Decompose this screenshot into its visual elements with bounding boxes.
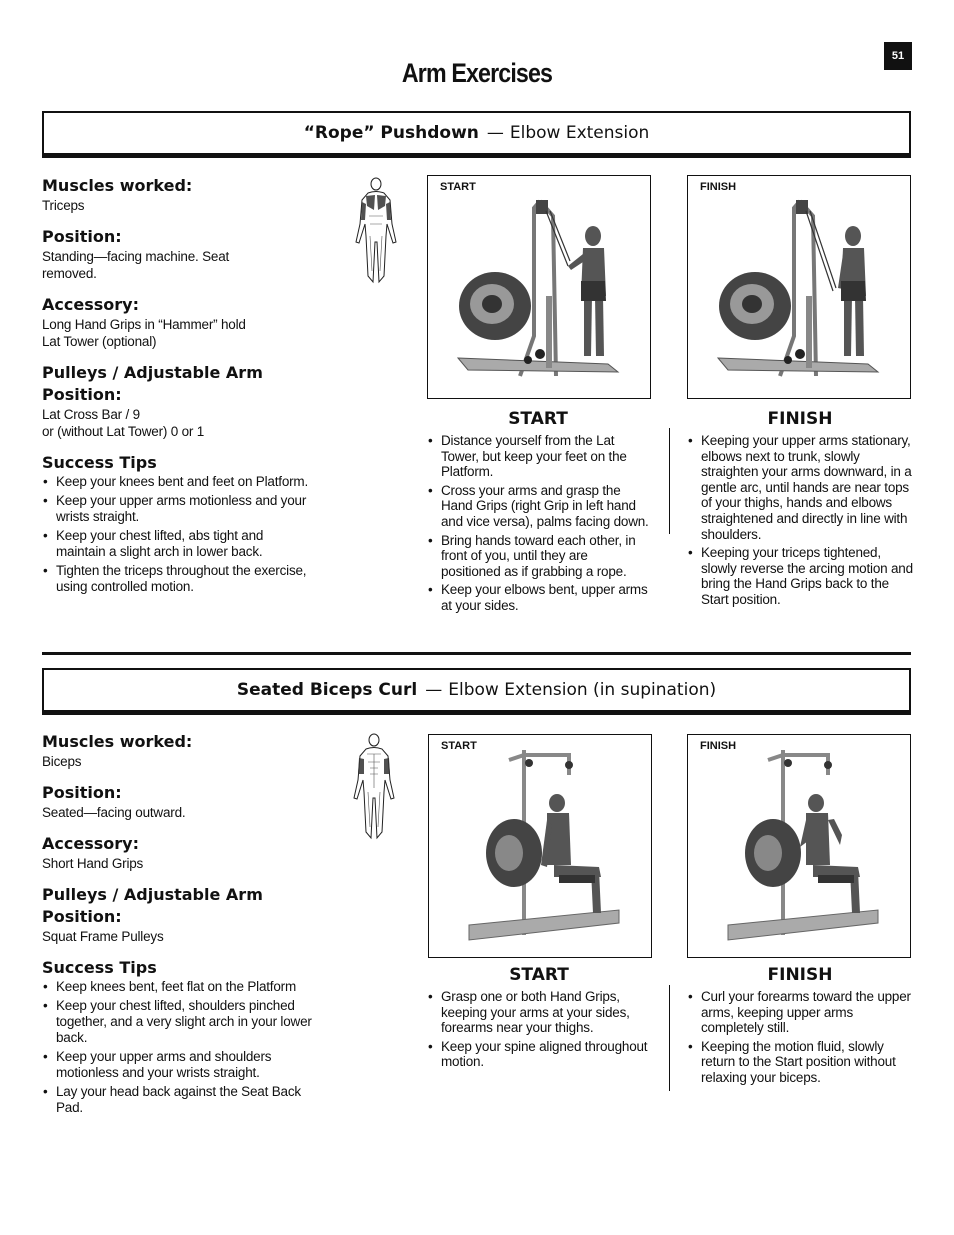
step-item: • Keeping your upper arms stationary, elbows next to trunk, slowly straighten your arms downward, in a gentle arc, until hands are near tops of your thighs, hands and elbows straightened and directly in line with shoulders. bbox=[687, 433, 913, 542]
header-dash: — bbox=[425, 680, 443, 700]
finish-heading: FINISH bbox=[767, 409, 833, 429]
success-tips-list bbox=[42, 474, 312, 595]
accessory-label: Accessory: bbox=[42, 295, 139, 314]
photo-tag: START bbox=[440, 181, 476, 193]
step-item: • Grasp one or both Hand Grips, keeping your arms at your sides, forearms near your thighs. bbox=[427, 989, 651, 1036]
exercise-header-rope-pushdown bbox=[42, 111, 911, 158]
photo-finish-rope-pushdown bbox=[687, 175, 911, 399]
machine-illustration-icon bbox=[688, 176, 910, 398]
start-steps-list bbox=[427, 989, 651, 1073]
success-tips-label: Success Tips bbox=[42, 453, 157, 472]
pulleys-label: Pulleys / Adjustable Arm bbox=[42, 363, 263, 382]
pulleys-value bbox=[42, 406, 312, 440]
step-item: • Distance yourself from the Lat Tower, but keep your feet on the Platform. bbox=[427, 433, 649, 480]
pulleys-value bbox=[42, 928, 312, 945]
exercise-details-seated-biceps-curl bbox=[42, 731, 312, 1119]
pulleys-line: Squat Frame Pulleys bbox=[42, 929, 164, 944]
finish-heading: FINISH bbox=[767, 965, 833, 985]
photo-tag: FINISH bbox=[700, 740, 737, 752]
position-label: Position: bbox=[42, 783, 122, 802]
success-tips-label: Success Tips bbox=[42, 958, 157, 977]
exercise-name: “Rope” Pushdown bbox=[303, 123, 479, 143]
tip-item: • Keep knees bent, feet flat on the Platform bbox=[42, 979, 312, 995]
muscles-label: Muscles worked: bbox=[42, 176, 193, 195]
exercise-details-rope-pushdown bbox=[42, 175, 312, 598]
pulleys-line: Lat Cross Bar / 9 bbox=[42, 407, 140, 422]
pulleys-label: Pulleys / Adjustable Arm bbox=[42, 885, 263, 904]
column-divider bbox=[669, 428, 670, 534]
start-heading: START bbox=[508, 409, 568, 429]
header-dash: — bbox=[486, 123, 504, 143]
photo-tag: FINISH bbox=[700, 181, 737, 193]
step-item: • Keep your spine aligned throughout motion. bbox=[427, 1039, 651, 1070]
accessory-line: Long Hand Grips in “Hammer” hold bbox=[42, 317, 246, 332]
column-divider bbox=[669, 985, 670, 1091]
page-title: Arm Exercises bbox=[401, 58, 553, 88]
accessory-line: Lat Tower (optional) bbox=[42, 334, 157, 349]
accessory-line: Short Hand Grips bbox=[42, 856, 144, 871]
accessory-value bbox=[42, 855, 312, 872]
step-item: • Keeping the motion fluid, slowly return to the Start position without relaxing your biceps. bbox=[687, 1039, 913, 1086]
step-item: • Keeping your triceps tightened, slowly reverse the arcing motion and bring the Hand Grips back to the Start position. bbox=[687, 545, 913, 607]
start-heading: START bbox=[509, 965, 569, 985]
step-item: • Bring hands toward each other, in front of you, until they are positioned as if grabbing a rope. bbox=[427, 533, 649, 580]
accessory-value bbox=[42, 316, 312, 350]
machine-illustration-icon bbox=[428, 176, 650, 398]
step-item: • Curl your forearms toward the upper arms, keeping upper arms completely still. bbox=[687, 989, 913, 1036]
position-value: Seated—facing outward. bbox=[42, 805, 186, 820]
step-item: • Keep your elbows bent, upper arms at your sides. bbox=[427, 582, 649, 613]
photo-tag: START bbox=[441, 740, 477, 752]
section-divider bbox=[42, 652, 911, 655]
tip-item: • Tighten the triceps throughout the exercise, using controlled motion. bbox=[42, 563, 312, 595]
pulleys-line: or (without Lat Tower) 0 or 1 bbox=[42, 424, 205, 439]
step-item: • Cross your arms and grasp the Hand Grips (right Grip in left hand and vice versa), palms facing down. bbox=[427, 483, 649, 530]
photo-start-seated-biceps-curl bbox=[428, 734, 652, 958]
machine-illustration-icon bbox=[429, 735, 651, 957]
accessory-label: Accessory: bbox=[42, 834, 139, 853]
tip-item: • Keep your chest lifted, shoulders pinched together, and a very slight arch in your lower back. bbox=[42, 998, 312, 1046]
muscles-label: Muscles worked: bbox=[42, 732, 193, 751]
position-label: Position: bbox=[42, 227, 122, 246]
tip-item: • Keep your chest lifted, abs tight and maintain a slight arch in lower back. bbox=[42, 528, 312, 560]
tip-item: • Lay your head back against the Seat Back Pad. bbox=[42, 1084, 312, 1116]
muscles-value: Triceps bbox=[42, 198, 85, 213]
tip-item: • Keep your knees bent and feet on Platform. bbox=[42, 474, 312, 490]
tip-item: • Keep your upper arms and shoulders motionless and your wrists straight. bbox=[42, 1049, 312, 1081]
start-steps-list bbox=[427, 433, 649, 617]
exercise-header-seated-biceps-curl bbox=[42, 668, 911, 715]
machine-illustration-icon bbox=[688, 735, 910, 957]
position-value: Standing—facing machine. Seat removed. bbox=[42, 249, 230, 281]
photo-finish-seated-biceps-curl bbox=[687, 734, 911, 958]
page-number: 51 bbox=[884, 42, 912, 70]
exercise-name: Seated Biceps Curl bbox=[236, 680, 418, 700]
muscles-value: Biceps bbox=[42, 754, 82, 769]
pulleys-label-cont: Position: bbox=[42, 385, 122, 404]
exercise-subtitle: Elbow Extension (in supination) bbox=[448, 680, 717, 700]
finish-steps-list bbox=[687, 433, 913, 611]
anatomy-back-figure-icon bbox=[346, 176, 406, 286]
photo-start-rope-pushdown bbox=[427, 175, 651, 399]
exercise-subtitle: Elbow Extension bbox=[509, 123, 650, 143]
finish-steps-list bbox=[687, 989, 913, 1089]
success-tips-list bbox=[42, 979, 312, 1116]
pulleys-label-cont: Position: bbox=[42, 907, 122, 926]
anatomy-front-figure-icon bbox=[344, 732, 404, 842]
tip-item: • Keep your upper arms motionless and your wrists straight. bbox=[42, 493, 312, 525]
